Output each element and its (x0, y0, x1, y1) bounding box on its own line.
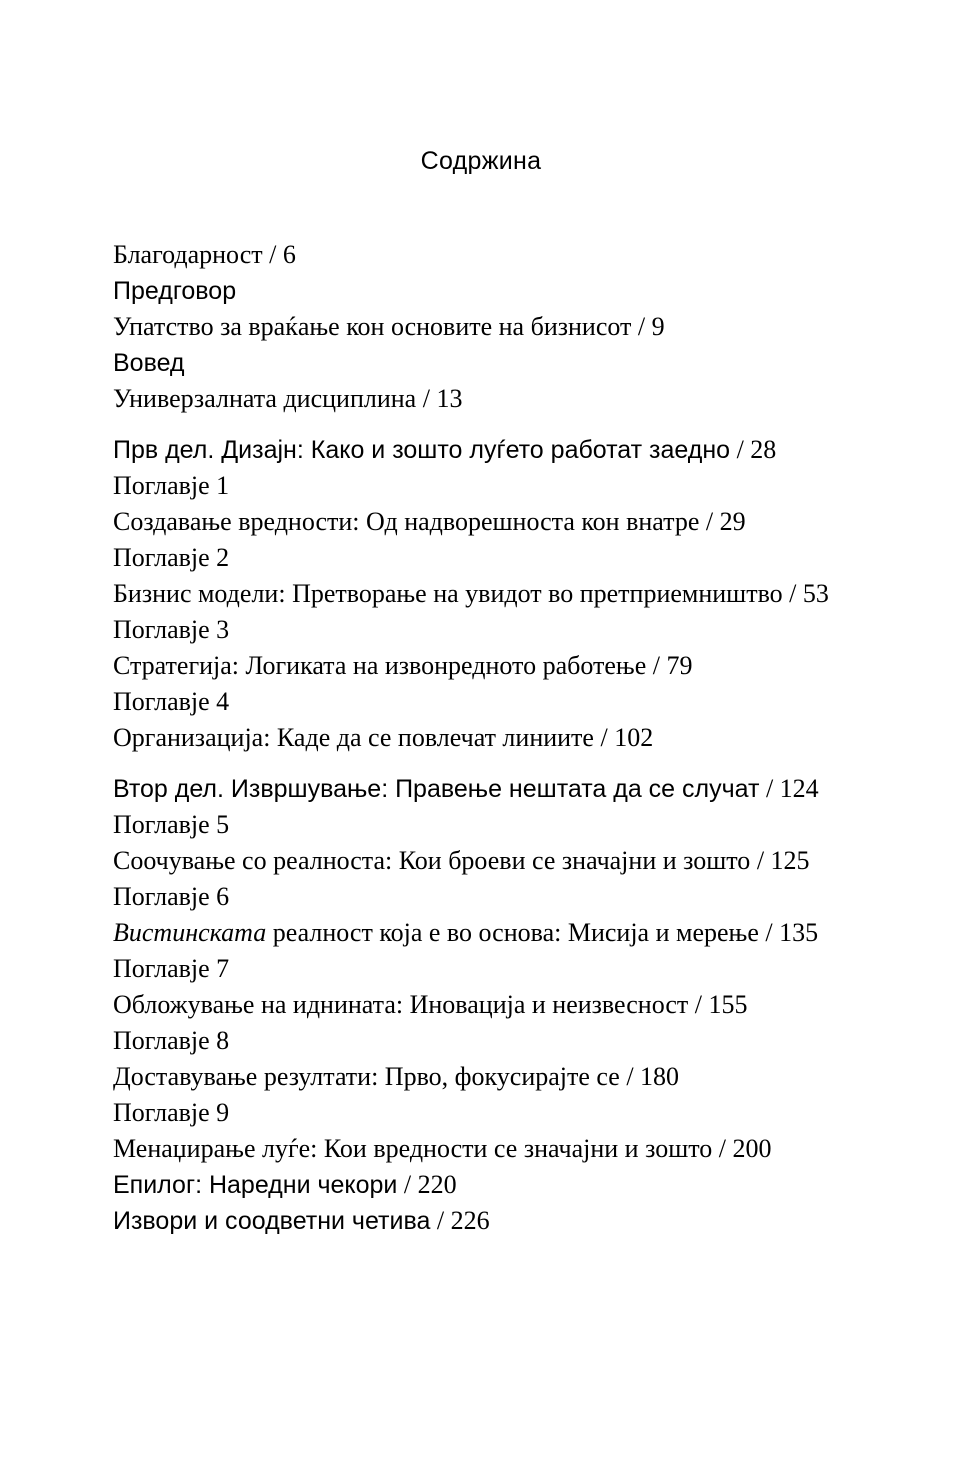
toc-entry (113, 273, 912, 309)
toc-entry (113, 648, 912, 684)
toc-entry-text: Поглавје 2 (113, 543, 230, 572)
toc-entry (113, 468, 912, 504)
toc-entry (113, 807, 912, 843)
toc-entry-page-number: / 125 (750, 846, 810, 875)
toc-entry (113, 309, 912, 345)
page-title: Содржина (420, 147, 542, 175)
toc-entry-page-number: / 9 (631, 312, 665, 341)
toc-entry-text: Поглавје 3 (113, 615, 230, 644)
toc-entry (113, 576, 912, 612)
toc-entry-page-number: / 79 (646, 651, 693, 680)
toc-entry-page-number: / 226 (430, 1206, 490, 1235)
toc-entry (113, 345, 912, 381)
toc-entry-text: реалност која е во основа: Мисија и мерење (272, 918, 759, 947)
toc-entry-text: Упатство за враќање кон основите на бизнисот (113, 312, 632, 341)
toc-entry-page-number: / 28 (730, 435, 777, 464)
toc-entry-text: Поглавје 8 (113, 1026, 230, 1055)
toc-entry-text: Соочување со реалноста: Кои броеви се значајни и зошто (113, 846, 751, 875)
toc-entry-italic-prefix: Вистинската (113, 918, 267, 947)
toc-entry (113, 684, 912, 720)
toc-entry-text: Поглавје 1 (113, 471, 230, 500)
toc-entry-text: Поглавје 4 (113, 687, 230, 716)
toc-entry-page-number: / 29 (699, 507, 746, 536)
toc-entry-text: Извори и соодветни четива (113, 1207, 431, 1235)
toc-entry-text: Поглавје 7 (113, 954, 230, 983)
toc-entry-page-number: / 6 (262, 240, 296, 269)
toc-entry (113, 843, 912, 879)
toc-entry (113, 771, 912, 807)
toc-entry (113, 879, 912, 915)
toc-entry-text: Бизнис модели: Претворање на увидот во претприемништво (113, 579, 783, 608)
toc-entry-text: Вовед (113, 349, 185, 377)
toc-entry-text: Епилог: Наредни чекори (113, 1171, 398, 1199)
toc-entry (113, 1167, 912, 1203)
toc-entry (113, 987, 912, 1023)
toc-entry-text: Прв дел. Дизајн: Како и зошто луѓето работат заедно (113, 436, 731, 464)
toc-entry (113, 1059, 912, 1095)
toc-entry-text: Менаџирање луѓе: Кои вредности се значајни и зошто (113, 1134, 713, 1163)
toc-entry-text: Втор дел. Извршување: Правење нештата да се случат (113, 775, 760, 803)
toc-entry (113, 432, 912, 468)
toc-entry (113, 381, 912, 417)
toc-entry (113, 951, 912, 987)
toc-entry-page-number: / 53 (782, 579, 829, 608)
toc-entry-text: Универзалната дисциплина (113, 384, 417, 413)
toc-entry-text: Поглавје 5 (113, 810, 230, 839)
toc-entry-page-number: / 13 (416, 384, 463, 413)
toc-entry-page-number: / 220 (397, 1170, 457, 1199)
toc-entry-text: Поглавје 9 (113, 1098, 230, 1127)
toc-entry (113, 1203, 912, 1239)
toc-entry-page-number: / 124 (759, 774, 819, 803)
toc-entry-page-number: / 135 (758, 918, 819, 947)
toc-entry (113, 1131, 912, 1167)
toc-entry (113, 1095, 912, 1131)
toc-entry (113, 720, 912, 756)
toc-entry (113, 915, 912, 951)
toc-entry (113, 612, 912, 648)
toc-entry-text: Предговор (113, 277, 237, 305)
toc-entry-text: Организација: Каде да се повлечат линиите (113, 723, 594, 752)
toc-entry-page-number: / 155 (688, 990, 748, 1019)
toc-entry-text: Благодарност (113, 240, 263, 269)
toc-entry-text: Доставување резултати: Прво, фокусирајте се (113, 1062, 620, 1091)
toc-entry (113, 504, 912, 540)
toc-entry-page-number: / 200 (712, 1134, 772, 1163)
toc-entry-page-number: / 180 (619, 1062, 680, 1091)
toc-entry-text: Создавање вредности: Од надворешноста кон внатре (113, 507, 700, 536)
toc-list (113, 237, 912, 1239)
toc-entry-text: Обложување на иднината: Иновација и неизвесност (113, 990, 689, 1019)
toc-entry-text: Поглавје 6 (113, 882, 230, 911)
toc-entry (113, 1023, 912, 1059)
toc-entry-text: Стратегија: Логиката на извонредното работење (113, 651, 647, 680)
toc-entry (113, 540, 912, 576)
toc-entry-page-number: / 102 (593, 723, 654, 752)
toc-entry (113, 237, 912, 273)
